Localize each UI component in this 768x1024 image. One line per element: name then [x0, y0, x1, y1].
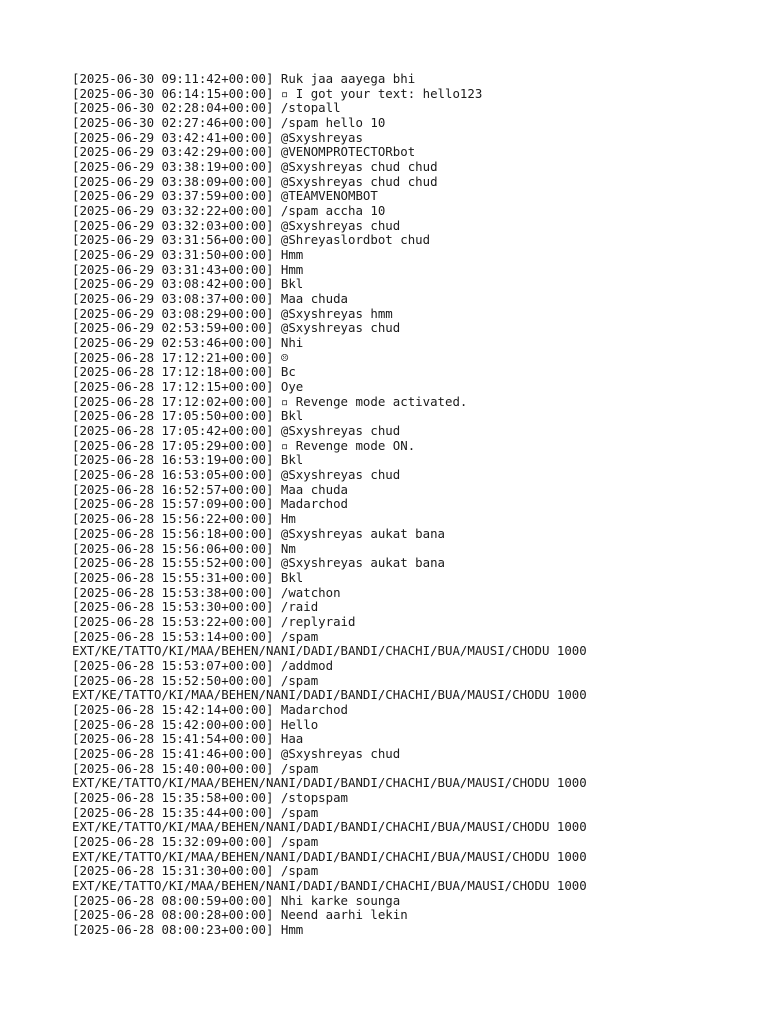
log-line: [2025-06-28 15:56:22+00:00] Hm [72, 511, 296, 527]
log-line: [2025-06-28 15:53:22+00:00] /replyraid [72, 613, 356, 629]
log-line: [2025-06-29 03:38:19+00:00] @Sxyshreyas chud chud [72, 159, 438, 175]
log-line: [2025-06-28 15:52:50+00:00] /spam [72, 672, 319, 688]
log-line: [2025-06-28 15:42:14+00:00] Madarchod [72, 701, 349, 717]
log-line: [2025-06-28 15:41:54+00:00] Haa [72, 731, 304, 747]
log-line: [2025-06-30 02:27:46+00:00] /spam hello 10 [72, 115, 386, 131]
log-line: [2025-06-29 03:31:56+00:00] @Shreyaslordbot chud [72, 232, 431, 248]
log-line: [2025-06-28 16:53:19+00:00] Bkl [72, 452, 304, 468]
log-line: [2025-06-28 17:05:29+00:00] ▫ Revenge mode ON. [72, 437, 416, 453]
log-line: [2025-06-28 15:42:00+00:00] Hello [72, 716, 319, 732]
log-line: [2025-06-28 08:00:23+00:00] Hmm [72, 921, 304, 937]
log-line: EXT/KE/TATTO/KI/MAA/BEHEN/NANI/DADI/BANDI/CHACHI/BUA/MAUSI/CHODU 1000 [72, 775, 587, 791]
log-line: [2025-06-29 03:42:41+00:00] @Sxyshreyas [72, 129, 363, 145]
log-line: EXT/KE/TATTO/KI/MAA/BEHEN/NANI/DADI/BANDI/CHACHI/BUA/MAUSI/CHODU 1000 [72, 819, 587, 835]
log-line: [2025-06-29 03:42:29+00:00] @VENOMPROTECTORbot [72, 144, 416, 160]
log-line: [2025-06-30 09:11:42+00:00] Ruk jaa aayega bhi [72, 71, 416, 86]
log-line: [2025-06-28 15:53:14+00:00] /spam [72, 628, 319, 644]
chat-log [72, 72, 762, 938]
log-line: [2025-06-28 15:56:18+00:00] @Sxyshreyas aukat bana [72, 525, 445, 541]
log-line: [2025-06-29 03:08:37+00:00] Maa chuda [72, 291, 349, 307]
log-line: [2025-06-28 17:12:15+00:00] Oye [72, 379, 304, 395]
log-line: [2025-06-28 15:55:31+00:00] Bkl [72, 569, 304, 585]
log-line: [2025-06-29 03:08:29+00:00] @Sxyshreyas hmm [72, 305, 393, 321]
log-line: EXT/KE/TATTO/KI/MAA/BEHEN/NANI/DADI/BANDI/CHACHI/BUA/MAUSI/CHODU 1000 [72, 687, 587, 703]
log-line: EXT/KE/TATTO/KI/MAA/BEHEN/NANI/DADI/BANDI/CHACHI/BUA/MAUSI/CHODU 1000 [72, 643, 587, 659]
log-line: [2025-06-28 15:53:07+00:00] /addmod [72, 657, 334, 673]
log-line: [2025-06-29 03:32:22+00:00] /spam accha 10 [72, 203, 386, 219]
log-line: [2025-06-28 15:35:44+00:00] /spam [72, 804, 319, 820]
log-line: [2025-06-29 03:31:43+00:00] Hmm [72, 261, 304, 277]
log-line: [2025-06-29 03:32:03+00:00] @Sxyshreyas chud [72, 217, 401, 233]
log-line: [2025-06-28 08:00:28+00:00] Neend aarhi lekin [72, 907, 408, 923]
log-line: [2025-06-30 02:28:04+00:00] /stopall [72, 100, 341, 116]
log-line: [2025-06-29 02:53:46+00:00] Nhi [72, 335, 304, 351]
log-line: [2025-06-28 16:52:57+00:00] Maa chuda [72, 481, 349, 497]
log-line: [2025-06-28 17:05:42+00:00] @Sxyshreyas chud [72, 423, 401, 439]
log-line: [2025-06-28 17:12:02+00:00] ▫ Revenge mode activated. [72, 393, 468, 409]
log-line: [2025-06-28 08:00:59+00:00] Nhi karke sounga [72, 892, 401, 908]
log-line: [2025-06-28 17:12:21+00:00] ☹ [72, 349, 289, 365]
log-line: [2025-06-28 15:56:06+00:00] Nm [72, 540, 296, 556]
log-line: [2025-06-28 15:32:09+00:00] /spam [72, 833, 319, 849]
log-line: [2025-06-29 03:31:50+00:00] Hmm [72, 247, 304, 263]
log-line: [2025-06-28 15:55:52+00:00] @Sxyshreyas aukat bana [72, 555, 445, 571]
log-line: [2025-06-28 15:35:58+00:00] /stopspam [72, 789, 349, 805]
log-line: [2025-06-28 16:53:05+00:00] @Sxyshreyas chud [72, 467, 401, 483]
log-line: [2025-06-29 02:53:59+00:00] @Sxyshreyas chud [72, 320, 401, 336]
log-line: [2025-06-29 03:08:42+00:00] Bkl [72, 276, 304, 292]
log-line: [2025-06-29 03:37:59+00:00] @TEAMVENOMBOT [72, 188, 378, 204]
log-line: [2025-06-28 17:05:50+00:00] Bkl [72, 408, 304, 424]
log-line: [2025-06-28 15:57:09+00:00] Madarchod [72, 496, 349, 512]
log-line: EXT/KE/TATTO/KI/MAA/BEHEN/NANI/DADI/BANDI/CHACHI/BUA/MAUSI/CHODU 1000 [72, 877, 587, 893]
log-line: EXT/KE/TATTO/KI/MAA/BEHEN/NANI/DADI/BANDI/CHACHI/BUA/MAUSI/CHODU 1000 [72, 848, 587, 864]
log-line: [2025-06-29 03:38:09+00:00] @Sxyshreyas chud chud [72, 173, 438, 189]
log-line: [2025-06-28 15:53:30+00:00] /raid [72, 599, 319, 615]
log-line: [2025-06-28 15:40:00+00:00] /spam [72, 760, 319, 776]
log-line: [2025-06-30 06:14:15+00:00] ▫ I got your text: hello123 [72, 85, 483, 101]
log-line: [2025-06-28 17:12:18+00:00] Bc [72, 364, 296, 380]
log-line: [2025-06-28 15:41:46+00:00] @Sxyshreyas chud [72, 745, 401, 761]
log-line: [2025-06-28 15:53:38+00:00] /watchon [72, 584, 341, 600]
log-line: [2025-06-28 15:31:30+00:00] /spam [72, 863, 319, 879]
